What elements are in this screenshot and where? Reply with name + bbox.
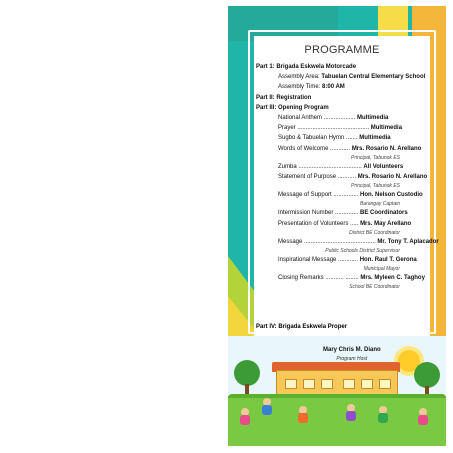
program-item: [256, 255, 428, 265]
child-figure-icon: [378, 406, 388, 424]
child-figure-icon: [346, 404, 356, 422]
program-item: [256, 219, 428, 229]
program-item: [256, 113, 428, 123]
window-icon: [379, 379, 391, 389]
program-item-speaker: All Volunteers: [363, 163, 404, 170]
part-2-heading: Part II: Registration: [256, 94, 312, 101]
tree-icon: [234, 360, 260, 386]
assembly-area-row: [256, 72, 428, 82]
program-item-label: Prayer ...........................................: [278, 125, 370, 132]
program-item-designation: School BE Coordinator: [349, 284, 400, 291]
program-item-speaker: Mrs. Rosario N. Arellano: [351, 145, 422, 152]
program-item: [256, 237, 439, 247]
program-item-designation: District BE Coordinator: [349, 229, 400, 236]
programme-content: [256, 62, 439, 291]
program-item-label: Statement of Purpose ...........: [278, 174, 357, 181]
child-figure-icon: [240, 408, 250, 426]
program-item-label: Message of Support ...............: [278, 192, 359, 199]
program-item-designation: Principal, Tabunok ES: [350, 183, 400, 190]
programme-title: PROGRAMME: [304, 44, 380, 56]
program-item-label: Zumba ......................................: [278, 163, 362, 170]
window-icon: [321, 379, 333, 389]
child-figure-icon: [262, 398, 272, 416]
program-item: [256, 273, 428, 283]
program-items: [256, 113, 439, 291]
program-item-label: Inspirational Message ............: [278, 257, 359, 264]
part-3-heading: Part III: Opening Program: [256, 104, 329, 111]
program-item-designation: Municipal Mayor: [363, 266, 400, 273]
program-item: [256, 123, 428, 133]
program-item-speaker: Mrs. Rosario N. Arellano: [357, 174, 428, 181]
program-item-speaker: Mr. Tony T. Aplacador: [377, 238, 439, 245]
program-item-speaker: Multimedia: [370, 125, 403, 132]
program-item-speaker: Multimedia: [357, 115, 389, 122]
program-item-speaker: Mrs. Myleen C. Taghoy: [360, 275, 425, 282]
program-item-label: National Anthem ...................: [278, 115, 356, 122]
ground: [228, 398, 446, 446]
part-4-heading: Part IV: Brigada Eskwela Proper: [256, 324, 348, 330]
program-item: [256, 133, 428, 143]
assembly-area-value: Tabuelan Central Elementary School: [321, 74, 426, 81]
child-figure-icon: [418, 408, 428, 426]
program-item: [256, 162, 428, 172]
program-item: [256, 190, 428, 200]
assembly-time-label: Assembly Time:: [278, 84, 323, 91]
host-role: Program Host: [336, 356, 368, 362]
programme-panel: [254, 36, 439, 348]
host-name: Mary Chris M. Diano: [323, 347, 381, 353]
program-item-speaker: Hon. Nelson Custodio: [360, 192, 423, 199]
program-item-speaker: Multimedia: [359, 135, 391, 142]
child-figure-icon: [298, 406, 308, 424]
assembly-time-row: [256, 82, 428, 92]
window-icon: [285, 379, 297, 389]
program-item-speaker: BE Coordinators: [360, 210, 408, 217]
program-item-designation: Barangay Captain: [359, 201, 400, 208]
window-icon: [343, 379, 355, 389]
program-item-label: Closing Remarks ........... ........: [278, 275, 359, 282]
program-item-label: Intermission Number ..............: [278, 210, 359, 217]
program-item-speaker: Mrs. May Arellano: [360, 220, 412, 227]
program-item-label: Sugbo & Tabuelan Hymn .......: [278, 135, 358, 142]
window-icon: [303, 379, 315, 389]
part-1-heading: Part 1: Brigada Eskwela Motorcade: [256, 64, 357, 70]
assembly-time-value: 8:00 AM: [322, 84, 345, 91]
tree-icon: [414, 362, 440, 388]
program-item-designation: Public Schools District Supervisor: [325, 248, 400, 255]
window-icon: [361, 379, 373, 389]
program-item-label: Words of Welcome ............: [278, 145, 351, 152]
program-host: [323, 346, 381, 364]
program-item: [256, 144, 428, 154]
program-item-label: Message ...........................................: [278, 238, 376, 245]
program-item-speaker: Hon. Raul T. Gerona: [359, 257, 417, 264]
program-item: [256, 208, 428, 218]
program-item-designation: Principal, Tabunok ES: [350, 154, 400, 161]
assembly-area-label: Assembly Area:: [278, 74, 322, 81]
program-item-label: Presentation of Volunteers .....: [278, 220, 359, 227]
programme-card: [228, 6, 446, 446]
program-item: [256, 172, 428, 182]
